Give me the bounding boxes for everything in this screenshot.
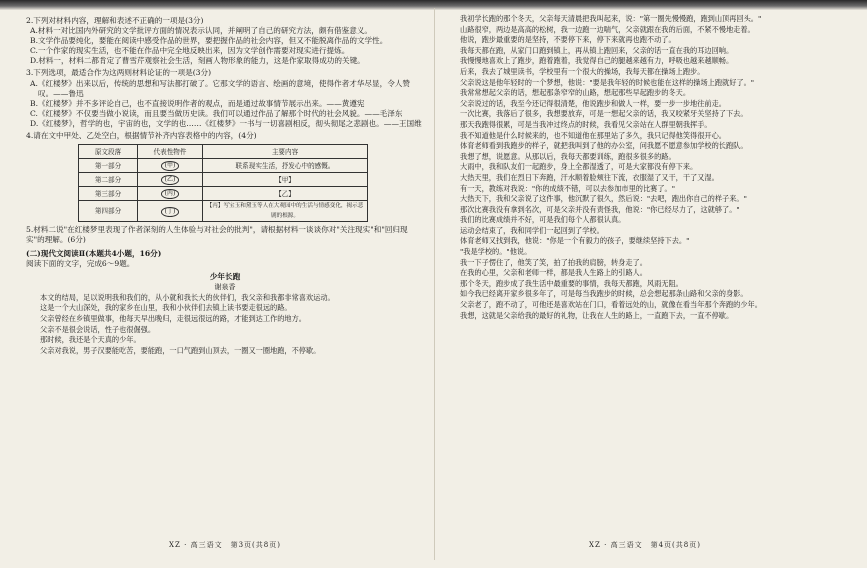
story-author: 谢泉香 xyxy=(214,282,236,291)
question-3-option-c: C.《红楼梦》不仅要当做小说读，而且要当做历史读。我们可以通过作品了解那个时代的社会风貌。——毛泽东 xyxy=(30,108,403,118)
question-3-option-a: A.《红楼梦》出来以后，传统的思想和写法都打破了。它那文学的语言、绘画的意境，使得作者才华尽显，令人赞叹。——鲁迅 xyxy=(30,78,410,98)
story-line: 父亲老了，跑不动了，可他还是喜欢站在门口，看着远处的山，就像在看当年那个奔跑的少年。 xyxy=(460,300,762,310)
story-line: 有一天，教练对我说："你的成绩不错，可以去参加市里的比赛了。" xyxy=(460,183,676,193)
section-heading: (二)现代文阅读Ⅱ(本题共4小题，16分) xyxy=(26,248,162,258)
table-cell-object: (乙) xyxy=(161,175,180,185)
table-cell-content: 【乙】 xyxy=(203,187,368,201)
left-page-footer: XZ · 高三语文 第3页(共8页) xyxy=(169,540,281,549)
question-3-option-b: B.《红楼梦》并不多评论自己，也不直接说明作者的观点，而是通过故事情节展示出来。——黄遵宪 xyxy=(30,98,365,108)
section-instructions: 阅读下面的文字，完成6～9题。 xyxy=(26,258,135,268)
question-2-option-c: C.一个作家的现实生活，也不能在作品中完全地反映出来，因为文学创作需要对现实进行提炼。 xyxy=(30,46,350,56)
story-line: 我慢慢地喜欢上了跑步，跑着跑着，我觉得自己的腿越来越有力，呼吸也越来越顺畅。 xyxy=(460,56,734,66)
table-cell-object: (丁) xyxy=(161,207,180,217)
question-2-option-d: D.材料一，材料二都肯定了曹雪芹观察社会生活，刻画人物形象的能力，这是作家取得成功的关键。 xyxy=(30,56,365,66)
story-title: 少年长跑 xyxy=(209,271,241,281)
story-line: 父亲说这是他年轻时的一个梦想，他说："要是我年轻的时候也能在这样的操场上跑就好了。" xyxy=(460,77,755,87)
right-page-footer: XZ · 高三语文 第4页(共8页) xyxy=(589,540,701,549)
table-cell-part: 第四部分 xyxy=(79,201,138,222)
table-row xyxy=(79,201,368,222)
story-line: 大热天下，我和父亲说了这件事，他沉默了很久，然后说："去吧，跑出你自己的样子来。" xyxy=(460,194,747,204)
question-2 xyxy=(26,16,424,66)
right-page xyxy=(446,14,844,552)
story-line: 如今我已经离开家乡很多年了，可是每当我跑步的时候，总会想起那条山路和父亲的身影。 xyxy=(460,289,748,299)
story-line: 那次比赛我没有拿到名次，可是父亲并没有责怪我，他说："你已经尽力了，这就够了。" xyxy=(460,204,740,214)
table-header: 主要内容 xyxy=(203,145,368,159)
story-line: 运动会结束了，我和同学们一起回到了学校。 xyxy=(460,225,604,235)
page-divider xyxy=(434,8,435,560)
table-header: 代表性物件 xyxy=(138,145,203,159)
story-line: 父亲不是很会说话，性子也很倔强。 xyxy=(40,324,156,334)
question-2-option-a: A.材料一对比国内外研究的文学批评方面的情况表示认同，并阐明了自己的研究方法，颇有借鉴意义。 xyxy=(30,26,373,36)
story-line: 这是一个大山深处，我的家乡在山里，我和小伙伴们去镇上读书要走很远的路。 xyxy=(40,303,292,313)
story-line: 山路很窄，两边是高高的松树，我一边跑一边喘气，父亲就跟在我的后面，不紧不慢地走着。 xyxy=(460,24,755,34)
table-row xyxy=(79,159,368,173)
question-2-option-b: B.文学作品要纯化，要能在阅读中感受作品的世界，要把握作品的社会内容，但又不能脱离作品的文学性。 xyxy=(30,36,388,46)
table-header: 原文段落 xyxy=(79,145,138,159)
story-line: 我想了想，说愿意。从那以后，我每天都要训练，跑很多很多的路。 xyxy=(460,151,676,161)
story-line: 大热天里，我们在烈日下奔跑，汗水顺着脸颊往下流，衣服湿了又干，干了又湿。 xyxy=(460,172,719,182)
question-5 xyxy=(26,225,424,245)
story-line: 一次比赛，我落后了很多，我想要放弃，可是一想起父亲的话，我又咬紧牙关坚持了下去。 xyxy=(460,109,748,119)
story-line: 那天我跑得很累，可是当我冲过终点的时候，我看见父亲站在人群里朝我挥手。 xyxy=(460,119,712,129)
story-continuation xyxy=(446,14,844,321)
story-line: "我是学校的。"他说。 xyxy=(460,247,532,257)
question-3-option-d: D.《红楼梦》，哲学的也，宇宙的也，文学的也……《红楼梦》一书与一切喜剧相反，彻头彻尾之悲剧也。——王国维 xyxy=(30,118,422,128)
table-cell-object: (丙) xyxy=(161,189,180,199)
table-cell-part: 第一部分 xyxy=(79,159,138,173)
story-line: 我常常想起父亲的话，想起那条窄窄的山路，想起那些早起跑步的冬天。 xyxy=(460,88,691,98)
table-row xyxy=(79,173,368,187)
question-3 xyxy=(26,68,424,129)
question-5-stem: 5.材料二说"在红楼梦里表现了作者深刻的人生体验与对社会的批判"，请根据材料一谈谈你对"关注现实"和"回归现实"的理解。(6分) xyxy=(26,225,408,245)
table-cell-content: 【丙】写宝玉和黛玉等人在大观园中的生活与情感变化，揭示悲剧的根源。 xyxy=(203,201,368,222)
story-line: 父亲说过的话，我至今还记得很清楚，他说跑步和做人一样，要一步一步地往前走。 xyxy=(460,98,726,108)
story-line: 父亲曾经在乡镇里做事，他每天早出晚归，走很远很远的路，才能到达工作的地方。 xyxy=(40,314,306,324)
story-line: 那时候，我还是个天真的少年。 xyxy=(40,335,141,345)
story-line: 后来，我去了城里读书，学校里有一个很大的操场，我每天都在操场上跑步。 xyxy=(460,66,705,76)
table-cell-object: (甲) xyxy=(161,161,180,171)
story-line: 我想，这就是父亲给我的最好的礼物，让我在人生的路上，一直跑下去，一直不停歇。 xyxy=(460,310,734,320)
table-cell-content: 【甲】 xyxy=(203,173,368,187)
table-cell-part: 第三部分 xyxy=(79,187,138,201)
story-text xyxy=(26,293,424,357)
table-cell-content: 联系现实生活，抒发心中的感慨。 xyxy=(203,159,368,173)
story-line: 大雨中，我和队友们一起跑步，身上全都湿透了，可是大家都没有停下来。 xyxy=(460,162,698,172)
question-2-stem: 2.下列对材料内容，理解和表述不正确的一项是(3分) xyxy=(26,16,204,25)
story-line: 我不知道他是什么时候来的，也不知道他在那里站了多久，我只记得他笑得很开心。 xyxy=(460,130,726,140)
story-line: 体育老师看到我跑步的样子，就把我叫到了他的办公室，问我愿不愿意参加学校的长跑队。 xyxy=(460,141,748,151)
story-line: 我初学长跑的那个冬天，父亲每天清晨把我叫起来，说："第一圈先慢慢跑，跑到山顶再回头。" xyxy=(460,14,762,23)
question-4 xyxy=(26,131,424,222)
story-line: 我们的比赛成绩并不好，可是我们每个人都很认真。 xyxy=(460,215,626,225)
story-line: 在我的心里，父亲和老师一样，都是我人生路上的引路人。 xyxy=(460,268,647,278)
story-line: 我一下子愣住了，他笑了笑，拍了拍我的肩膀，转身走了。 xyxy=(460,257,647,267)
left-page xyxy=(26,14,424,552)
question-3-stem: 3.下列选项，最适合作为这两则材料论证的一项是(3分) xyxy=(26,68,212,78)
question-4-table xyxy=(78,144,368,222)
story-line: 本文的结局，足以说明我和我们的，从小就和我长大的伙伴们，我父亲和我都非常喜欢运动。 xyxy=(40,292,335,302)
story-line: 体育老师又找到我，他说："你是一个有毅力的孩子，要继续坚持下去。" xyxy=(460,236,690,246)
question-4-stem: 4.请在文中甲处、乙处空白，根据情节补齐内容表格中的内容，(4分) xyxy=(26,131,257,141)
table-cell-part: 第二部分 xyxy=(79,173,138,187)
story-line: 我每天都在跑，从家门口跑到镇上，再从镇上跑回来，父亲的话一直在我的耳边回响。 xyxy=(460,45,734,55)
story-line: 父亲对我说，男子汉要能吃苦，要能跑，一口气跑到山顶去，一圈又一圈地跑，不停歇。 xyxy=(40,345,321,355)
story-line: 那个冬天，跑步成了我生活中最重要的事情，我每天都跑，风雨无阻。 xyxy=(460,278,683,288)
table-header-row xyxy=(79,145,368,159)
story-line: 他说，跑步最重要的是坚持，不要停下来，停下来就再也跑不动了。 xyxy=(460,35,676,45)
table-row xyxy=(79,187,368,201)
